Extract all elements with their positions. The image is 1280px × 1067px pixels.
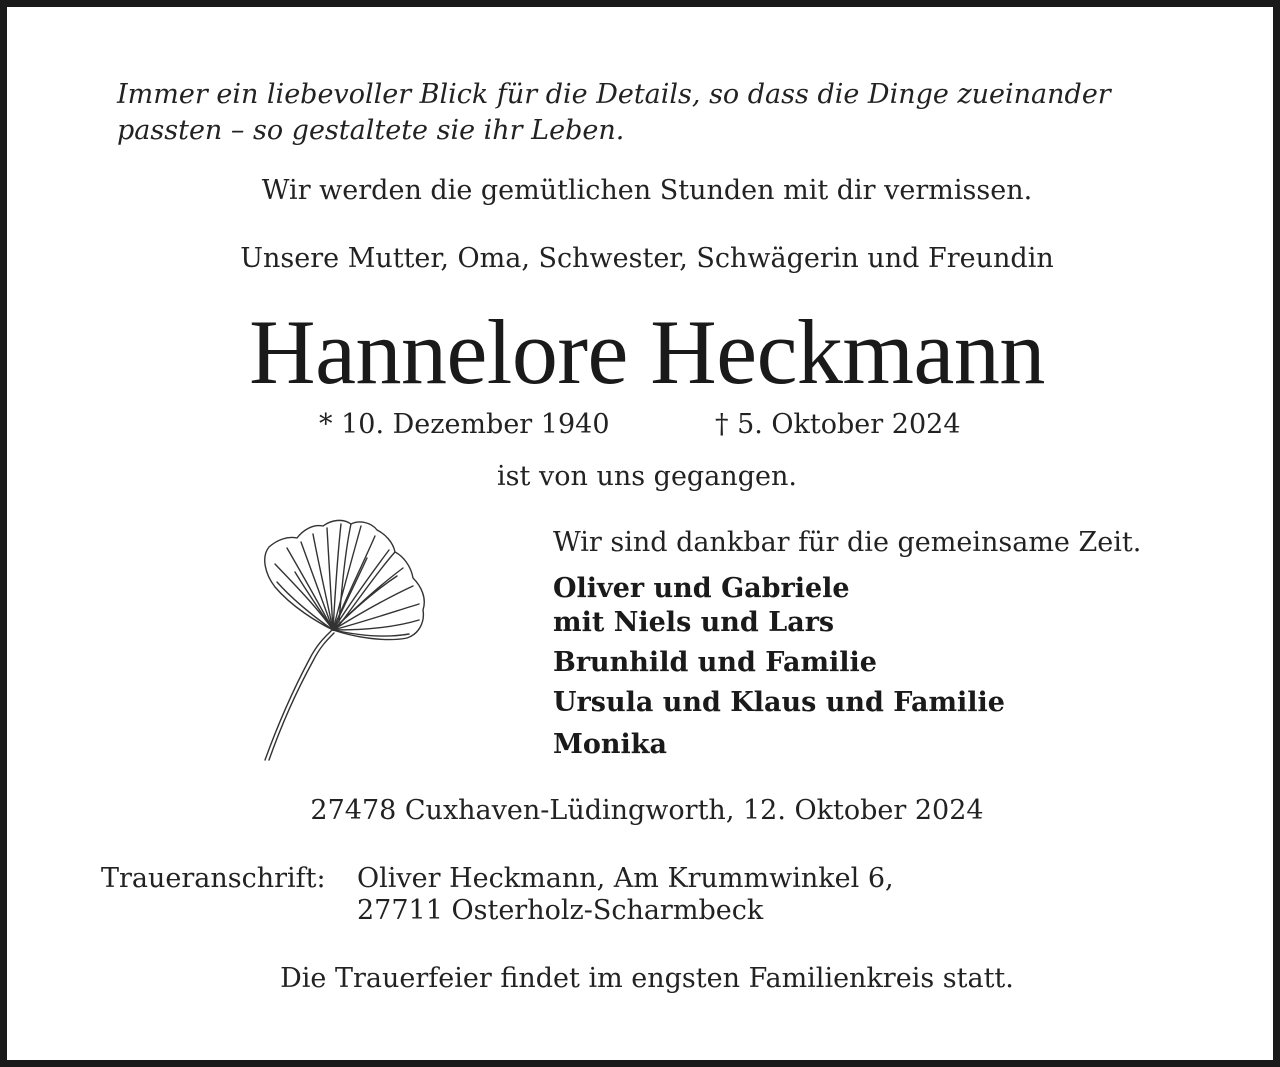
deceased-name: Hannelore Heckmann [249,301,1045,403]
miss-line: Wir werden die gemütlichen Stunden mit dir vermissen. [261,175,1033,206]
family-entry: Ursula und Klaus und Familie [553,687,1005,718]
quote-line-1: Immer ein liebevoller Blick für die Details, so dass die Dinge zueinander [117,79,1111,110]
ginkgo-leaf-icon [247,512,437,767]
quote-line-2: passten – so gestaltete sie ihr Leben. [117,115,625,146]
funeral-note: Die Trauerfeier findet im engsten Familienkreis statt. [280,963,1014,994]
relation-line: Unsere Mutter, Oma, Schwester, Schwägerin und Freundin [240,243,1054,274]
memorial-quote [117,77,1111,149]
family-entry: mit Niels und Lars [553,607,835,638]
death-date: † 5. Oktober 2024 [715,409,961,440]
mourning-address-line-2: 27711 Osterholz-Scharmbeck [357,895,764,926]
gone-line: ist von uns gegangen. [497,461,797,492]
thanks-line: Wir sind dankbar für die gemeinsame Zeit. [553,527,1142,558]
family-entry: Monika [553,729,667,760]
family-entry: Oliver und Gabriele [553,573,850,604]
mourning-address-label: Traueranschrift: [101,863,326,894]
place-date: 27478 Cuxhaven-Lüdingworth, 12. Oktober 2024 [310,795,984,826]
family-entry: Brunhild und Familie [553,647,877,678]
mourning-address-line-1: Oliver Heckmann, Am Krummwinkel 6, [357,863,894,894]
birth-date: * 10. Dezember 1940 [319,409,610,440]
